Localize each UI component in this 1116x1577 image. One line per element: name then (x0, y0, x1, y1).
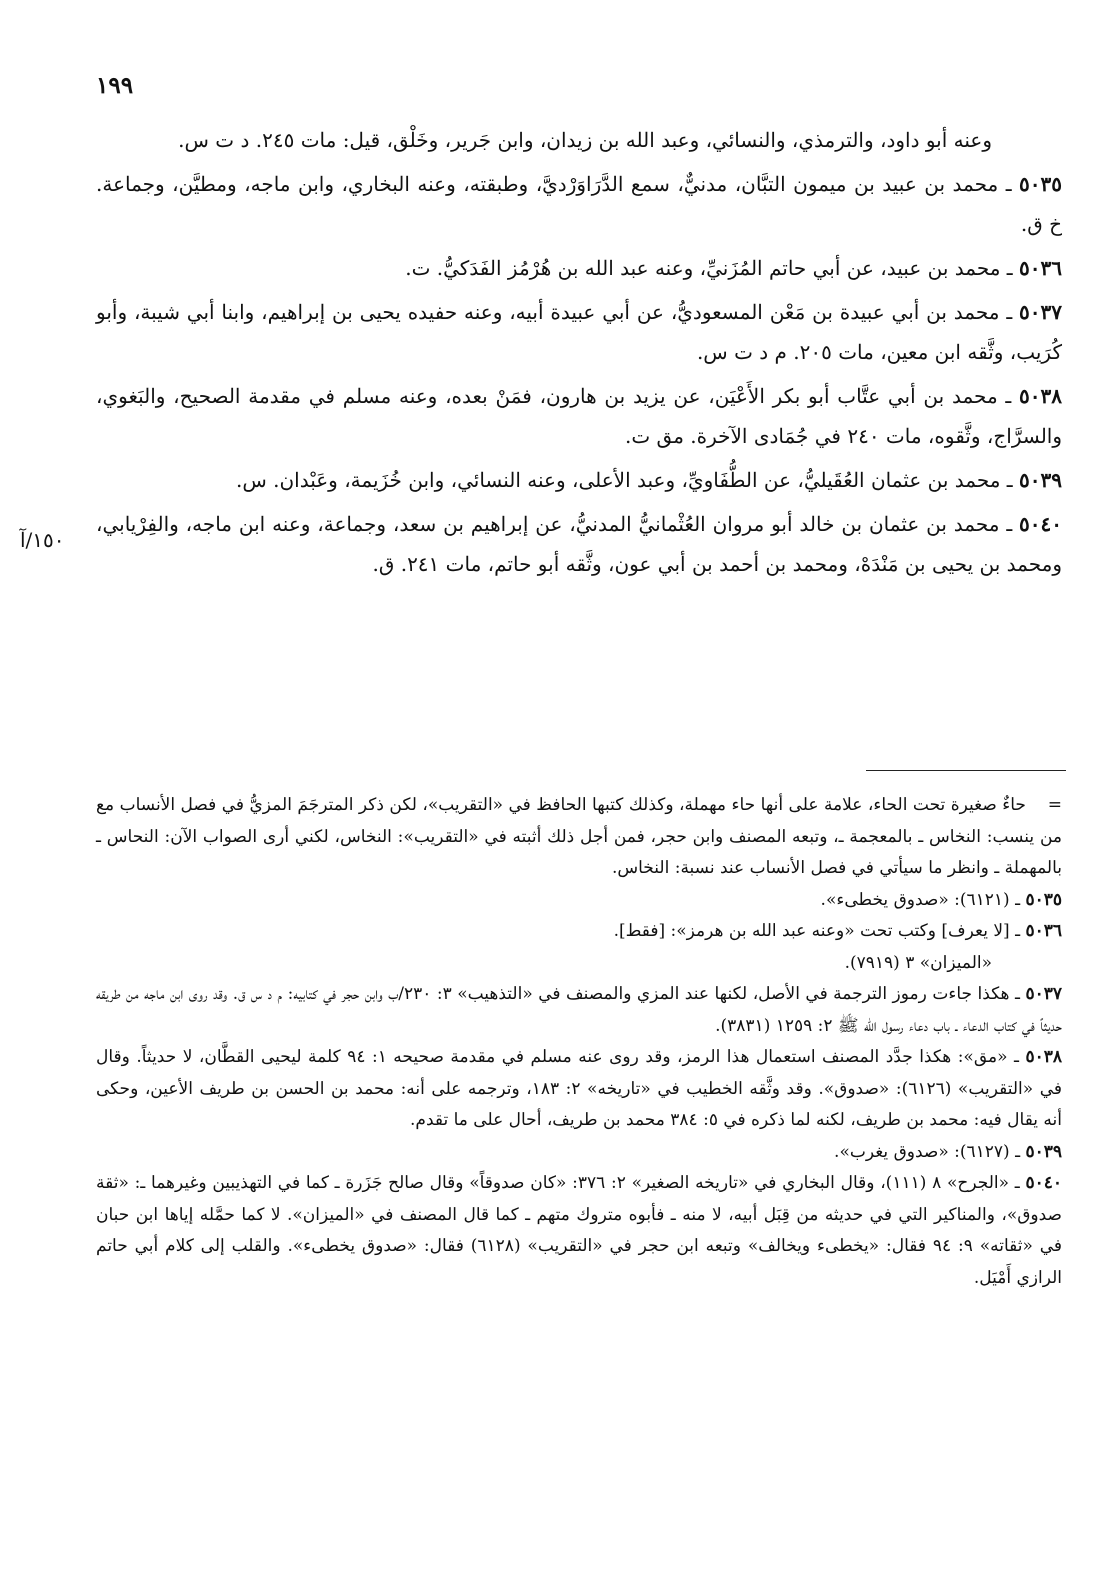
entry-text: محمد بن عبيد، عن أبي حاتم المُزَنيِّ، وعنه عبد الله بن هُرْمُز الفَدَكيُّ. ت. (405, 256, 1001, 280)
footnote-number: ٥٠٣٨ (1025, 1047, 1062, 1067)
entry-5039: ٥٠٣٩ ـ محمد بن عثمان العُقَيليُّ، عن الطُّفَاويِّ، وعبد الأعلى، وعنه النسائي، وابن خُزَيمة، وعَبْدان. س. (235, 468, 1062, 492)
footnote-text: (٦١٢٧): «صدوق يغرب». (834, 1141, 1010, 1162)
entry-text: محمد بن أبي عتَّاب أبو بكر الأَعْيَن، عن يزيد بن هارون، فمَنْ بعده، وعنه مسلم في مقدمة الصحيح، والبَغوي، والسرَّاج، وثَّقوه، مات ٢٤٠ في جُمَادى الآخرة. مق ت. (96, 384, 1062, 448)
entry-text: محمد بن عثمان بن خالد أبو مروان العُثْمانيُّ المدنيُّ، عن إبراهيم بن سعد، وجماعة، وعنه ابن ماجه، والفِرْيابي، ومحمد بن يحيى بن مَنْدَهْ، ومحمد بن أحمد بن أبي عون، وثَّقه أبو حاتم، مات ٢٤١. ق. (96, 512, 1062, 576)
footnote-separator (866, 770, 1066, 771)
footnote-5037: ٥٠٣٧ ـ هكذا جاءت رموز الترجمة في الأصل، لكنها عند المزي والمصنف في «التذهيب» ٣: ٢٣٠/ب وابن حجر في كتابيه: م د س ق. وقد روى ابن ماجه من طريقه حديثاً في كتاب الدعاء ـ باب دعاء رسول الله ﷺ ٢: ١٢٥٩ (٣٨٣١). (96, 984, 1063, 1036)
footnote-text: «مق»: هكذا جدَّد المصنف استعمال هذا الرمز، وقد روى عنه مسلم في مقدمة صحيحه ١: ٩٤ كلمة ليحيى القطَّان، لا حديثاً. وقال في «التقريب» (٦١٢٦): «صدوق». وقد وثَّقه الخطيب في «تاريخه» ٢: ١٨٣، وترجمه على أنه: محمد بن الحسن بن طريف الأعين، وحكى أنه يقال فيه: محمد بن طريف، لكنه لما ذكره في ٥: ٣٨٤ محمد بن طريف، أحال على ما تقدم. (96, 1047, 1062, 1130)
entry-text: محمد بن عبيد بن ميمون التبَّان، مدنيٌّ، سمع الدَّرَاوَرْديَّ، وطبقته، وعنه البخاري، وابن ماجه، ومطيَّن، وجماعة. خ ق. (96, 172, 1062, 236)
entry-number: ٥٠٤٠ (1019, 512, 1063, 536)
entry-5040: ٥٠٤٠ ـ محمد بن عثمان بن خالد أبو مروان العُثْمانيُّ المدنيُّ، عن إبراهيم بن سعد، وجماعة، وعنه ابن ماجه، والفِرْيابي، ومحمد بن يحيى بن مَنْدَهْ، ومحمد بن أحمد بن أبي عون، وثَّقه أبو حاتم، مات ٢٤١. ق. (96, 512, 1063, 576)
footnote-number: ٥٠٣٧ (1025, 984, 1063, 1004)
footnote-5039: ٥٠٣٩ ـ (٦١٢٧): «صدوق يغرب». (834, 1141, 1062, 1162)
footnote-text: [لا يعرف] وكتب تحت «وعنه عبد الله بن هرمز»: [فقط]. (613, 921, 1010, 941)
entry-text: وعنه أبو داود، والترمذي، والنسائي، وعبد الله بن زيدان، وابن جَرير، وخَلْق، قيل: مات ٢٤٥. د ت س. (178, 128, 992, 152)
footnote-5036: ٥٠٣٦ ـ [لا يعرف] وكتب تحت «وعنه عبد الله بن هرمز»: [فقط]. «الميزان» ٣ (٧٩١٩). (96, 916, 1062, 979)
entry-5036: ٥٠٣٦ ـ محمد بن عبيد، عن أبي حاتم المُزَنيِّ، وعنه عبد الله بن هُرْمُز الفَدَكيُّ. ت. (405, 256, 1062, 280)
entry-5038: ٥٠٣٨ ـ محمد بن أبي عتَّاب أبو بكر الأَعْيَن، عن يزيد بن هارون، فمَنْ بعده، وعنه مسلم في مقدمة الصحيح، والبَغوي، والسرَّاج، وثَّقوه، مات ٢٤٠ في جُمَادى الآخرة. مق ت. (96, 384, 1062, 448)
footnote-subline: «الميزان» ٣ (٧٩١٩). (844, 952, 992, 973)
footnote-number: ٥٠٣٥ (1025, 889, 1062, 910)
entry-number: ٥٠٣٥ (1019, 172, 1063, 196)
footnote-text: «الجرح» ٨ (١١١)، وقال البخاري في «تاريخه الصغير» ٢: ٣٧٦: «كان صدوقاً» وقال صالح جَزَرة ـ كما في التهذيبين وغيرهما ـ: «ثقة صدوق»، والمناكير التي في حديثه من قِبَل أبيه، لا منه ـ فأبوه متروك متهم ـ كما قال المصنف في «الميزان». لا كما حمَّله إياها ابن حبان في «ثقاته» ٩: ٩٤ فقال: «يخطىء ويخالف» وتبعه ابن حجر في «التقريب» (٦١٢٨) فقال: «صدوق يخطىء». والقلب إلى كلام أبي حاتم الرازي أَمْيَل. (96, 1173, 1062, 1288)
footnote-text: (٦١٢١): «صدوق يخطىء». (820, 889, 1010, 910)
entry-number: ٥٠٣٩ (1019, 468, 1062, 492)
entry-text: محمد بن عثمان العُقَيليُّ، عن الطُّفَاويِّ، وعبد الأعلى، وعنه النسائي، وابن خُزَيمة، وعَبْدان. س. (235, 468, 1001, 492)
footnote-number: ٥٠٣٦ (1025, 921, 1062, 941)
footnote-marker: = (1047, 795, 1062, 815)
entry-continuation (96, 120, 1062, 160)
footnotes (96, 790, 1062, 1294)
footnote-number: ٥٠٤٠ (1025, 1173, 1062, 1193)
entry-number: ٥٠٣٦ (1019, 256, 1062, 280)
footnote-5040: ٥٠٤٠ ـ «الجرح» ٨ (١١١)، وقال البخاري في «تاريخه الصغير» ٢: ٣٧٦: «كان صدوقاً» وقال صالح جَزَرة ـ كما في التهذيبين وغيرهما ـ: «ثقة صدوق»، والمناكير التي في حديثه من قِبَل أبيه، لا منه ـ فأبوه متروك متهم ـ كما قال المصنف في «الميزان». لا كما حمَّله إياها ابن حبان في «ثقاته» ٩: ٩٤ فقال: «يخطىء ويخالف» وتبعه ابن حجر في «التقريب» (٦١٢٨) فقال: «صدوق يخطىء». والقلب إلى كلام أبي حاتم الرازي أَمْيَل. (96, 1173, 1062, 1288)
footnote-continuation (96, 790, 1062, 885)
entry-text: محمد بن أبي عبيدة بن مَعْن المسعوديُّ، عن أبي عبيدة أبيه، وعنه حفيده يحيى بن إبراهيم، وابنا أبي شيبة، وأبو كُرَيب، وثَّقه ابن معين، مات ٢٠٥. م د ت س. (96, 300, 1062, 364)
entry-5035: ٥٠٣٥ ـ محمد بن عبيد بن ميمون التبَّان، مدنيٌّ، سمع الدَّرَاوَرْديَّ، وطبقته، وعنه البخاري، وابن ماجه، ومطيَّن، وجماعة. خ ق. (96, 172, 1063, 236)
footnote-text: هكذا جاءت رموز الترجمة في الأصل، لكنها عند المزي والمصنف في «التذهيب» ٣: ٢٣٠/ب وابن حجر في كتابيه: م د س ق. وقد روى ابن ماجه من طريقه حديثاً في كتاب الدعاء ـ باب دعاء رسول الله ﷺ ٢: ١٢٥٩ (٣٨٣١). (96, 984, 1062, 1036)
footnote-number: ٥٠٣٩ (1025, 1141, 1062, 1162)
entry-number: ٥٠٣٨ (1019, 384, 1062, 408)
footnote-5038: ٥٠٣٨ ـ «مق»: هكذا جدَّد المصنف استعمال هذا الرمز، وقد روى عنه مسلم في مقدمة صحيحه ١: ٩٤ كلمة ليحيى القطَّان، لا حديثاً. وقال في «التقريب» (٦١٢٦): «صدوق». وقد وثَّقه الخطيب في «تاريخه» ٢: ١٨٣، وترجمه على أنه: محمد بن الحسن بن طريف الأعين، وحكى أنه يقال فيه: محمد بن طريف، لكنه لما ذكره في ٥: ٣٨٤ محمد بن طريف، أحال على ما تقدم. (96, 1047, 1062, 1130)
biography-entries (96, 120, 1062, 588)
margin-folio-mark: ١٥٠/آ (20, 528, 65, 552)
footnote-5035: ٥٠٣٥ ـ (٦١٢١): «صدوق يخطىء». (820, 889, 1062, 910)
footnote-text: حاءٌ صغيرة تحت الحاء، علامة على أنها حاء مهملة، وكذلك كتبها الحافظ في «التقريب»، لكن ذكر المترجَمَ المزيُّ في فصل الأنساب مع من ينسب: النخاس ـ بالمعجمة ـ، وتبعه المصنف وابن حجر، فمن أجل ذلك أثبته في «التقريب»: النخاس، لكني أرى الصواب الآن: النحاس ـ بالمهملة ـ وانظر ما سيأتي في فصل الأنساب عند نسبة: النخاس. (96, 795, 1062, 878)
page-number: ١٩٩ (96, 72, 134, 99)
entry-5037: ٥٠٣٧ ـ محمد بن أبي عبيدة بن مَعْن المسعوديُّ، عن أبي عبيدة أبيه، وعنه حفيده يحيى بن إبراهيم، وابنا أبي شيبة، وأبو كُرَيب، وثَّقه ابن معين، مات ٢٠٥. م د ت س. (96, 300, 1062, 364)
entry-number: ٥٠٣٧ (1019, 300, 1062, 324)
